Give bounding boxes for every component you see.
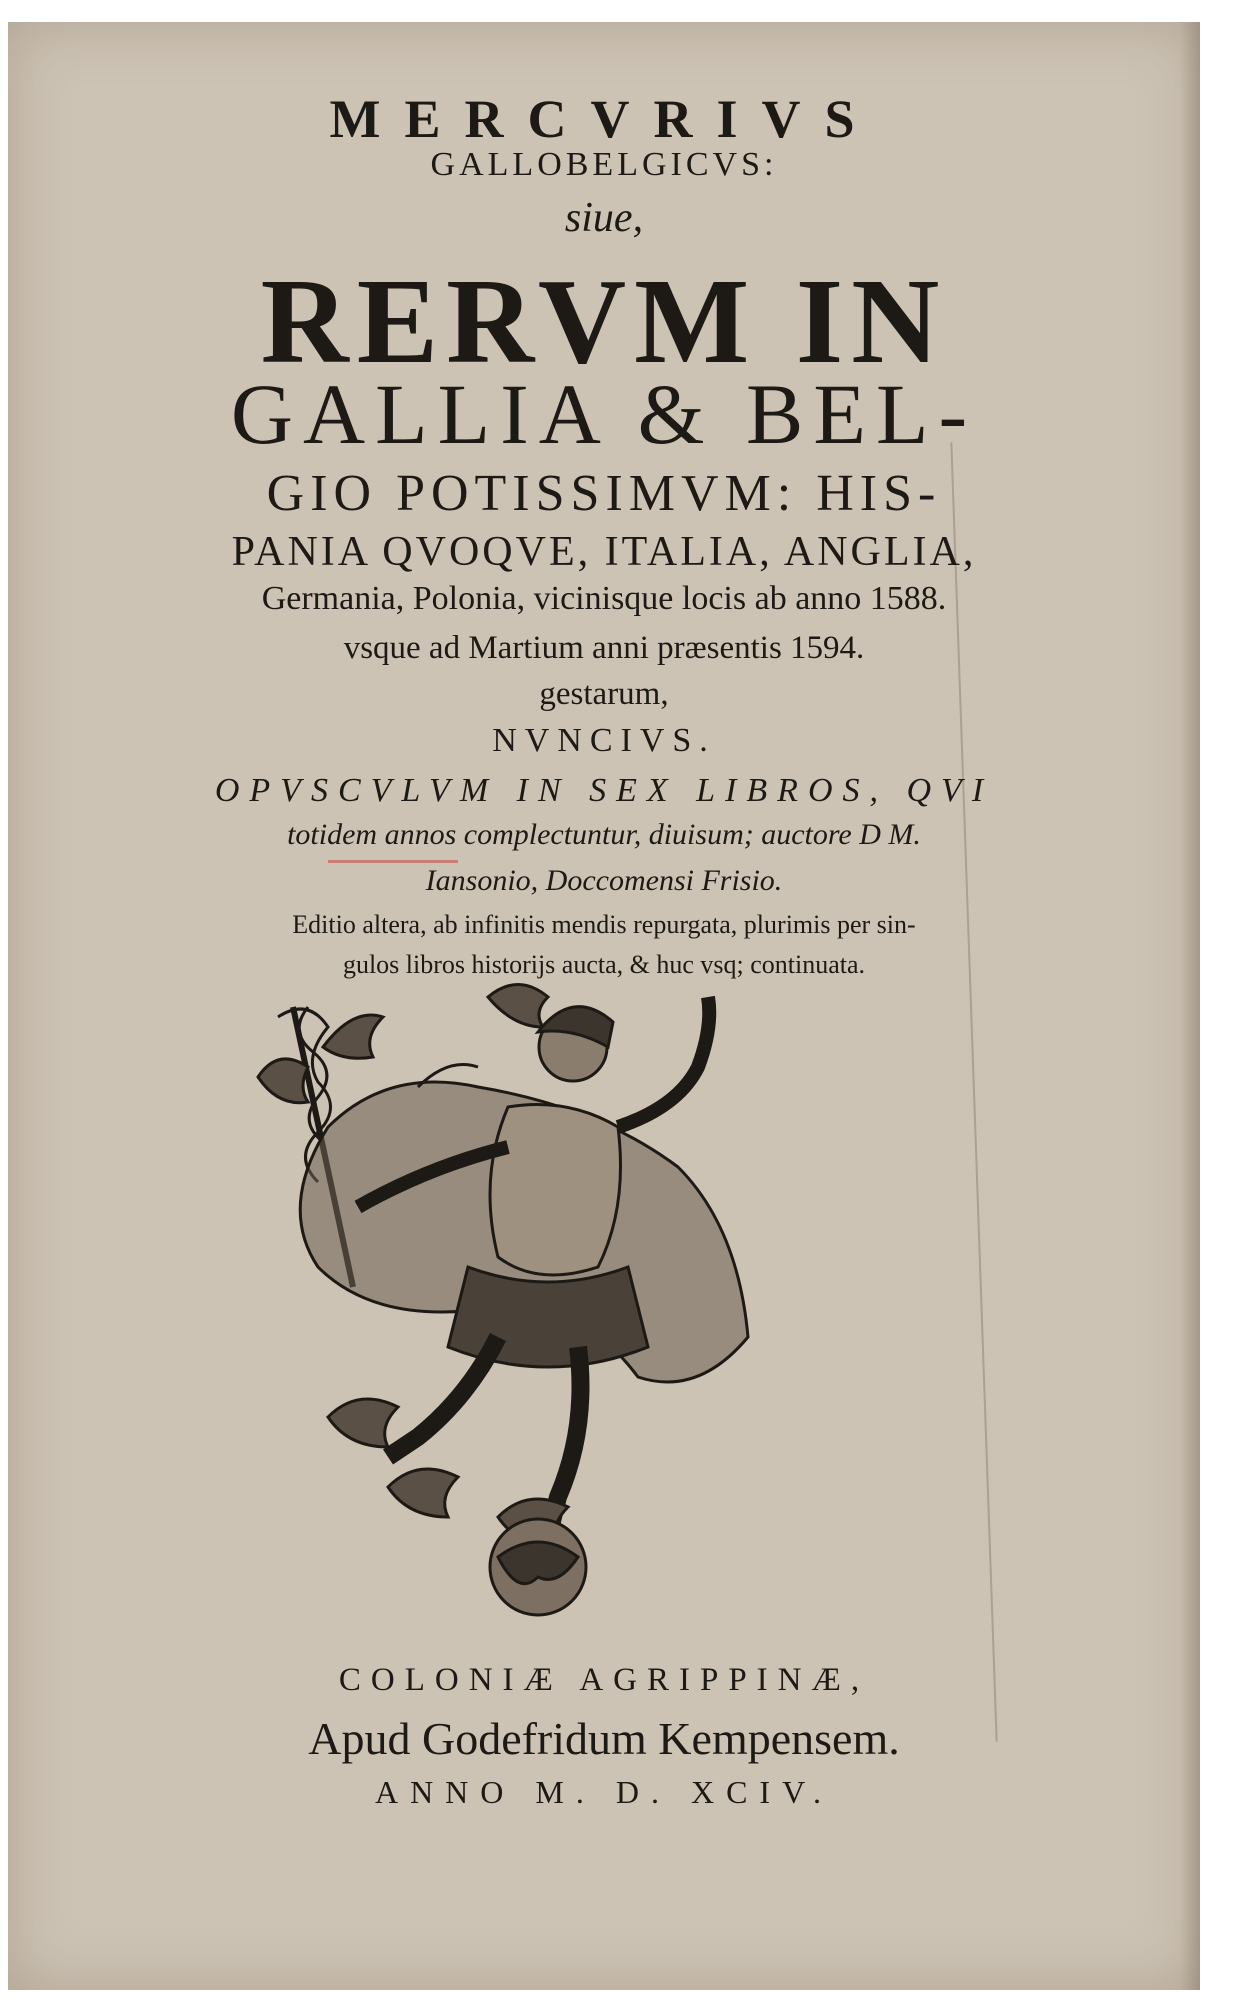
title-nuncius: NVNCIVS. [492,722,716,759]
imprint-year: ANNO M. D. XCIV. [374,1774,834,1810]
edition-note-line2: gulos libros historijs aucta, & huc vsq; continuata. [342,950,866,979]
title-pania-quoque: PANIA QVOQVE, ITALIA, ANGLIA, [231,529,977,575]
red-pencil-underline [328,860,458,863]
subtitle-opusculum: OPVSCVLVM IN SEX LIBROS, QVI [214,772,994,809]
title-gallia-bel: GALLIA & BEL- [230,366,978,462]
author-iansonio: Iansonio, Doccomensi Frisio. [425,864,783,897]
title-page [8,22,1200,1990]
title-siue: siue, [564,195,644,241]
title-mercurius: MERCVRIVS [329,89,879,149]
title-rerum-in: RERVM IN [260,254,948,389]
title-gestarum: gestarum, [539,676,669,712]
imprint-place: COLONIÆ AGRIPPINÆ, [338,1662,870,1698]
title-gio-potissimum: GIO POTISSIMVM: HIS- [266,465,942,522]
subtitle-totidem-annos: totidem annos complectuntur, diuisum; auctore D M. [287,818,921,851]
title-gallobelgicus: GALLOBELGICVS: [430,146,778,183]
mercury-woodcut-illustration [238,977,798,1617]
imprint-printer: Apud Godefridum Kempensem. [308,1713,900,1764]
title-germania-polonia: Germania, Polonia, vicinisque locis ab anno 1588. [261,580,947,617]
title-usque-ad-martium: vsque ad Martium anni præsentis 1594. [343,630,865,666]
edition-note-line1: Editio altera, ab infinitis mendis repurgata, plurimis per sin- [292,910,916,939]
